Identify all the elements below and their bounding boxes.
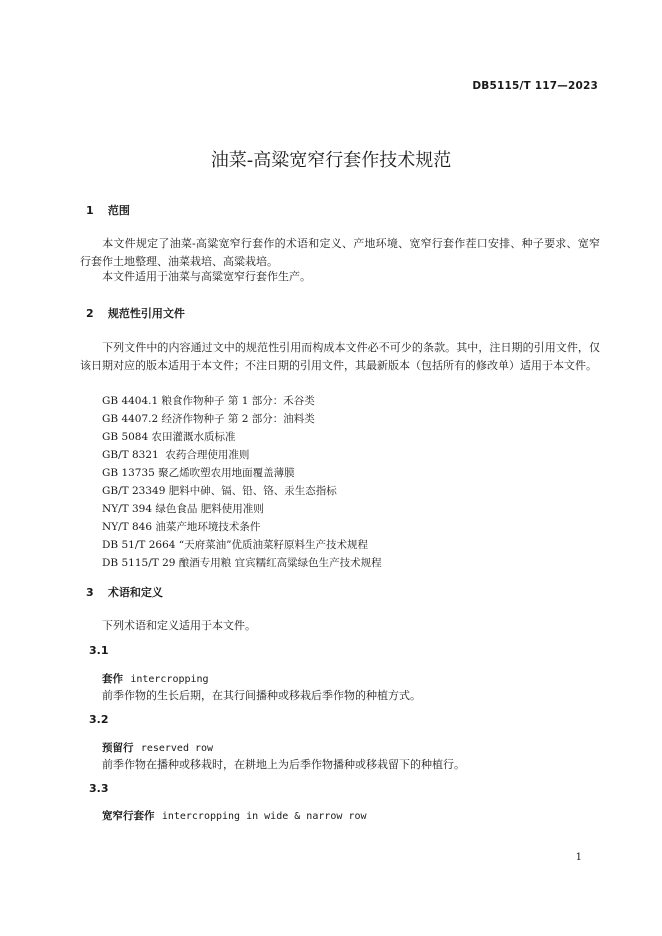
reference-item: NY/T 846 油菜产地环境技术条件 bbox=[102, 521, 261, 533]
section-1-heading bbox=[86, 202, 130, 218]
section-title: 规范性引用文件 bbox=[107, 307, 185, 320]
term-definition: 前季作物在播种或移栽时，在耕地上为后季作物播种或移栽留下的种植行。 bbox=[102, 758, 465, 771]
reference-item: GB/T 23349 肥料中砷、镉、铅、铬、汞生态指标 bbox=[102, 485, 337, 497]
section-1-paragraph-2: 本文件适用于油菜与高粱宽窄行套作生产。 bbox=[102, 270, 311, 283]
section-title: 术语和定义 bbox=[107, 586, 163, 599]
term-en: intercropping in wide & narrow row bbox=[161, 811, 367, 822]
term-entry bbox=[102, 671, 209, 686]
reference-item: DB 5115/T 29 酿酒专用粮 宜宾糯红高粱绿色生产技术规程 bbox=[102, 557, 382, 569]
reference-item: GB 5084 农田灌溉水质标准 bbox=[102, 431, 236, 443]
section-2-heading bbox=[86, 305, 185, 321]
term-zh: 预留行 bbox=[102, 742, 134, 754]
section-3-paragraph-1: 下列术语和定义适用于本文件。 bbox=[102, 619, 256, 632]
section-number: 2 bbox=[86, 307, 94, 320]
document-title: 油菜-高粱宽窄行套作技术规范 bbox=[210, 150, 452, 171]
reference-item: GB 4404.1 粮食作物种子 第 1 部分：禾谷类 bbox=[102, 395, 315, 407]
section-3-heading bbox=[86, 584, 163, 600]
section-1-paragraph-1: 本文件规定了油菜-高粱宽窄行套作的术语和定义、产地环境、宽窄行套作茬口安排、种子要求、宽窄行套作土地整理、油菜栽培、高粱栽培。 bbox=[80, 237, 600, 268]
reference-item: GB 13735 聚乙烯吹塑农用地面覆盖薄膜 bbox=[102, 467, 295, 479]
clause-number: 3.1 bbox=[89, 644, 109, 657]
document-code: DB5115/T 117—2023 bbox=[472, 80, 598, 92]
clause-number: 3.2 bbox=[89, 713, 109, 726]
section-2-paragraph-1: 下列文件中的内容通过文中的规范性引用而构成本文件必不可少的条款。其中，注日期的引用文件，仅该日期对应的版本适用于本文件；不注日期的引用文件，其最新版本（包括所有的修改单）适用于本文件。 bbox=[80, 341, 600, 372]
page-number: 1 bbox=[575, 852, 582, 863]
section-number: 1 bbox=[86, 204, 94, 217]
term-en: intercropping bbox=[130, 674, 209, 685]
term-en: reserved row bbox=[140, 743, 214, 754]
term-entry bbox=[102, 740, 213, 755]
section-number: 3 bbox=[86, 586, 94, 599]
section-title: 范围 bbox=[107, 204, 130, 217]
term-entry bbox=[102, 808, 367, 823]
reference-item: DB 51/T 2664 “天府菜油”优质油菜籽原料生产技术规程 bbox=[102, 539, 369, 551]
reference-item: GB/T 8321 农药合理使用准则 bbox=[102, 449, 250, 461]
term-zh: 套作 bbox=[102, 673, 123, 685]
clause-number: 3.3 bbox=[89, 782, 109, 795]
reference-item: NY/T 394 绿色食品 肥料使用准则 bbox=[102, 503, 264, 515]
term-zh: 宽窄行套作 bbox=[102, 810, 155, 822]
term-definition: 前季作物的生长后期，在其行间播种或移栽后季作物的种植方式。 bbox=[102, 689, 421, 702]
reference-item: GB 4407.2 经济作物种子 第 2 部分：油料类 bbox=[102, 413, 315, 425]
